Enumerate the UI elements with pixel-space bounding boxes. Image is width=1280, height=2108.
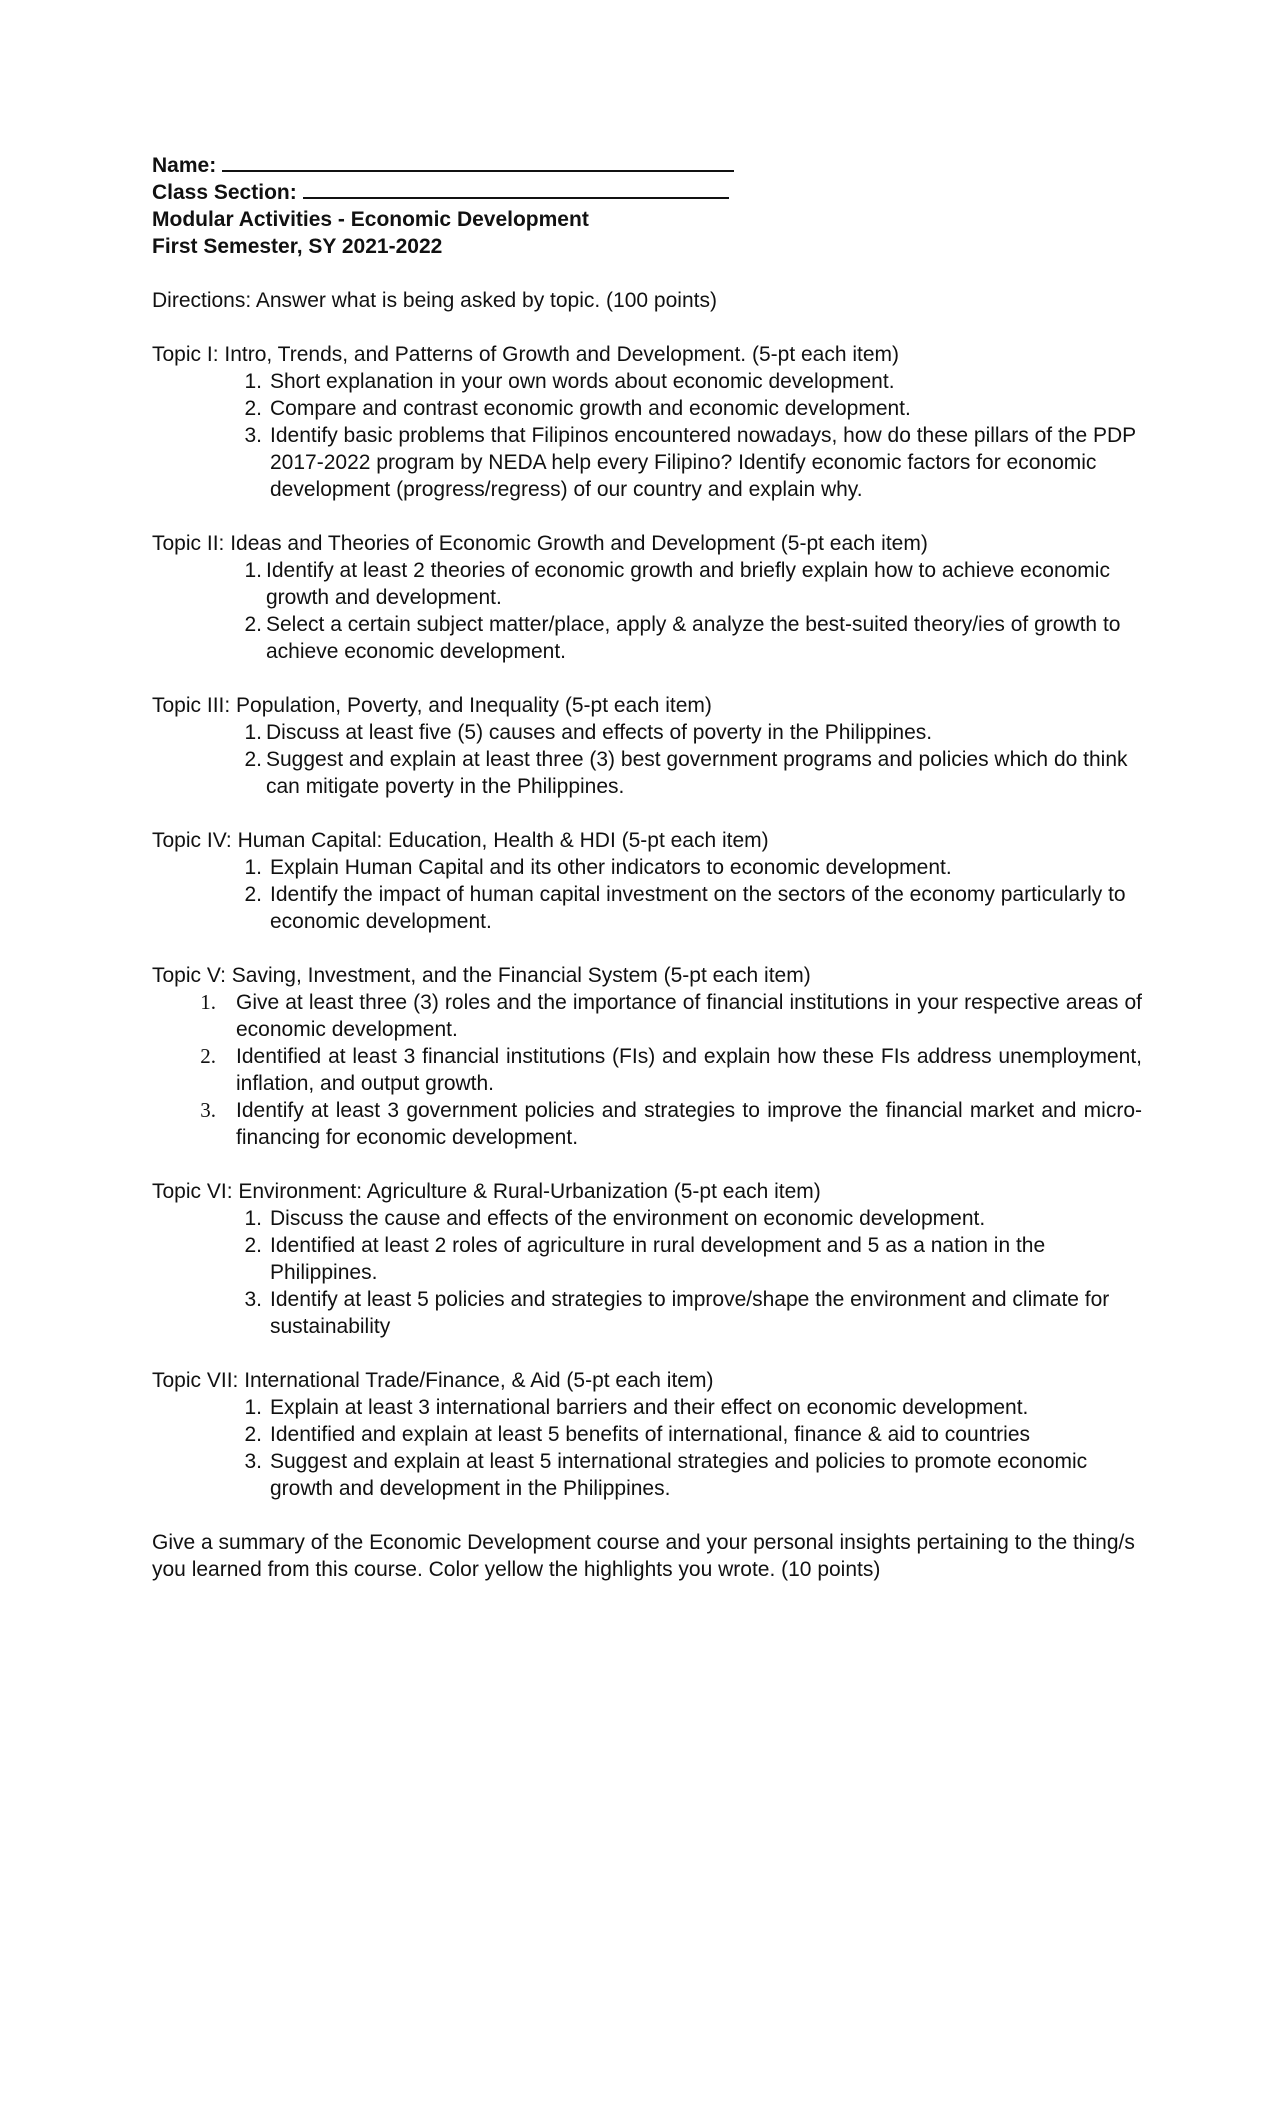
list-item bbox=[152, 881, 1142, 935]
topic-items bbox=[152, 557, 1142, 665]
list-item bbox=[152, 422, 1142, 503]
item-number: 1. bbox=[244, 559, 262, 582]
item-text: Suggest and explain at least 5 international strategies and policies to promote economic growth and development in the Philippines. bbox=[270, 1450, 1088, 1500]
item-number: 3. bbox=[244, 1450, 262, 1473]
document-content bbox=[152, 152, 1142, 1583]
topic-items bbox=[152, 854, 1142, 935]
list-item bbox=[152, 1421, 1142, 1448]
item-text: Identified at least 3 financial institutions (FIs) and explain how these FIs address unemployment, inflation, and output growth. bbox=[236, 1045, 1142, 1095]
list-item bbox=[152, 989, 1142, 1043]
list-item bbox=[152, 854, 1142, 881]
list-item bbox=[152, 611, 1142, 665]
name-line bbox=[152, 152, 1142, 179]
topic-5 bbox=[152, 962, 1142, 1151]
topic-1 bbox=[152, 341, 1142, 503]
item-number: 2. bbox=[244, 397, 262, 420]
item-text: Discuss at least five (5) causes and effects of poverty in the Philippines. bbox=[266, 721, 933, 744]
item-text: Identified at least 2 roles of agriculture in rural development and 5 as a nation in the Philippines. bbox=[270, 1234, 1046, 1284]
item-number: 1. bbox=[244, 370, 262, 393]
list-item bbox=[152, 1286, 1142, 1340]
topic-title: Topic II: Ideas and Theories of Economic Growth and Development (5-pt each item) bbox=[152, 532, 928, 555]
item-text: Compare and contrast economic growth and economic development. bbox=[270, 397, 911, 420]
topic-title: Topic V: Saving, Investment, and the Financial System (5-pt each item) bbox=[152, 964, 811, 987]
list-item bbox=[152, 1043, 1142, 1097]
directions: Directions: Answer what is being asked by topic. (100 points) bbox=[152, 289, 717, 312]
item-number: 2. bbox=[244, 883, 262, 906]
item-number: 1. bbox=[244, 1207, 262, 1230]
list-item bbox=[152, 1097, 1142, 1151]
list-item bbox=[152, 557, 1142, 611]
list-item bbox=[152, 368, 1142, 395]
topic-items bbox=[152, 368, 1142, 503]
topic-title: Topic VI: Environment: Agriculture & Rural-Urbanization (5-pt each item) bbox=[152, 1180, 821, 1203]
item-number: 3. bbox=[244, 424, 262, 447]
topic-6 bbox=[152, 1178, 1142, 1340]
list-item bbox=[152, 1394, 1142, 1421]
item-text: Explain Human Capital and its other indicators to economic development. bbox=[270, 856, 952, 879]
class-section-label: Class Section: bbox=[152, 181, 297, 204]
item-number: 2. bbox=[244, 1234, 262, 1257]
topic-title: Topic I: Intro, Trends, and Patterns of Growth and Development. (5-pt each item) bbox=[152, 343, 900, 366]
item-text: Identified and explain at least 5 benefits of international, finance & aid to countries bbox=[270, 1423, 1030, 1446]
item-number: 3. bbox=[244, 1288, 262, 1311]
list-item bbox=[152, 1205, 1142, 1232]
name-blank bbox=[222, 152, 734, 172]
item-number: 3. bbox=[200, 1098, 216, 1122]
item-text: Identify the impact of human capital investment on the sectors of the economy particularly to economic development. bbox=[270, 883, 1126, 933]
item-number: 2. bbox=[244, 613, 262, 636]
item-number: 1. bbox=[244, 1396, 262, 1419]
item-text: Explain at least 3 international barriers and their effect on economic development. bbox=[270, 1396, 1029, 1419]
topic-items bbox=[152, 1205, 1142, 1340]
semester-line: First Semester, SY 2021-2022 bbox=[152, 235, 443, 258]
topic-items bbox=[152, 989, 1142, 1151]
item-text: Suggest and explain at least three (3) best government programs and policies which do think can mitigate poverty in the Philippines. bbox=[266, 748, 1128, 798]
topic-2 bbox=[152, 530, 1142, 665]
list-item bbox=[152, 1232, 1142, 1286]
class-section-line bbox=[152, 179, 1142, 206]
item-text: Give at least three (3) roles and the importance of financial institutions in your respective areas of economic development. bbox=[236, 991, 1142, 1041]
class-section-blank bbox=[303, 179, 729, 199]
list-item bbox=[152, 719, 1142, 746]
item-number: 2. bbox=[200, 1044, 216, 1068]
list-item bbox=[152, 395, 1142, 422]
item-text: Identify at least 3 government policies and strategies to improve the financial market and micro-financing for economic development. bbox=[236, 1099, 1142, 1149]
list-item bbox=[152, 746, 1142, 800]
item-number: 1. bbox=[244, 856, 262, 879]
item-number: 1. bbox=[244, 721, 262, 744]
topic-4 bbox=[152, 827, 1142, 935]
summary-instructions: Give a summary of the Economic Development course and your personal insights pertaining to the thing/s you learned from this course. Color yellow the highlights you wrote. (10 points) bbox=[152, 1531, 1135, 1581]
item-text: Select a certain subject matter/place, apply & analyze the best-suited theory/ies of growth to achieve economic development. bbox=[266, 613, 1121, 663]
topic-items bbox=[152, 719, 1142, 800]
item-number: 2. bbox=[244, 1423, 262, 1446]
topic-title: Topic VII: International Trade/Finance, & Aid (5-pt each item) bbox=[152, 1369, 714, 1392]
topic-title: Topic III: Population, Poverty, and Inequality (5-pt each item) bbox=[152, 694, 712, 717]
topic-7 bbox=[152, 1367, 1142, 1502]
topic-3 bbox=[152, 692, 1142, 800]
item-text: Discuss the cause and effects of the environment on economic development. bbox=[270, 1207, 986, 1230]
item-number: 1. bbox=[200, 990, 216, 1014]
item-text: Identify at least 5 policies and strategies to improve/shape the environment and climate for sustainability bbox=[270, 1288, 1110, 1338]
item-text: Identify at least 2 theories of economic growth and briefly explain how to achieve economic growth and development. bbox=[266, 559, 1110, 609]
document-title: Modular Activities - Economic Development bbox=[152, 208, 589, 231]
topic-title: Topic IV: Human Capital: Education, Health & HDI (5-pt each item) bbox=[152, 829, 769, 852]
list-item bbox=[152, 1448, 1142, 1502]
topic-items bbox=[152, 1394, 1142, 1502]
item-number: 2. bbox=[244, 748, 262, 771]
item-text: Short explanation in your own words about economic development. bbox=[270, 370, 895, 393]
name-label: Name: bbox=[152, 154, 217, 177]
item-text: Identify basic problems that Filipinos encountered nowadays, how do these pillars of the PDP 2017-2022 program by NEDA help every Filipino? Identify economic factors for economic development (progress/regress) of our country and explain why. bbox=[270, 424, 1136, 501]
